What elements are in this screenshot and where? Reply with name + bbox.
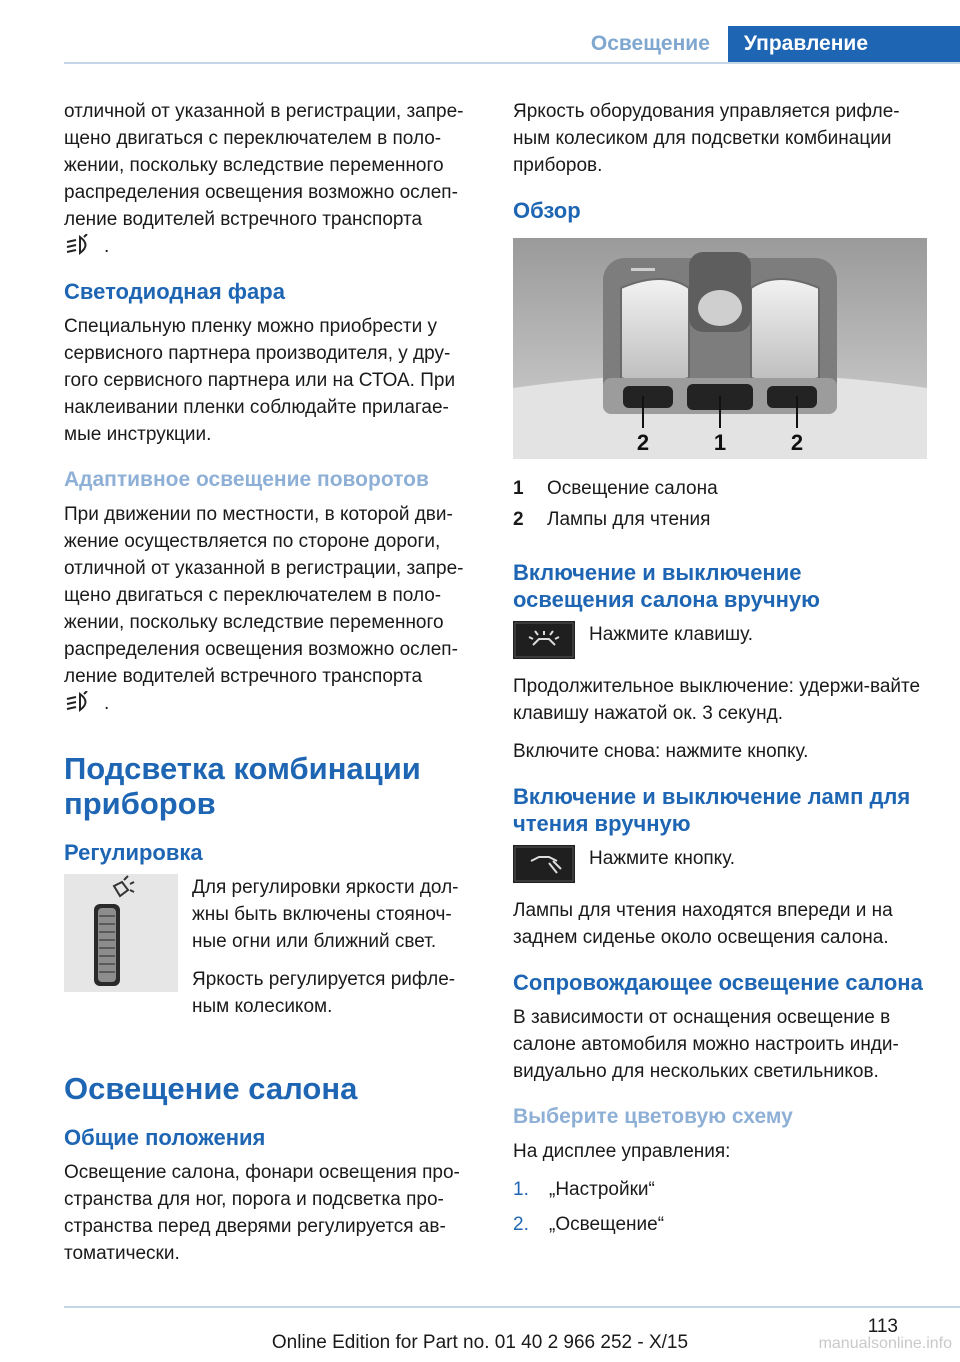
- list-item: [513, 1211, 927, 1238]
- legend-number: 2: [513, 509, 524, 530]
- steps-list: [513, 1176, 927, 1238]
- adjustment-text: [192, 874, 478, 1031]
- paragraph-brightness: Яркость оборудования управляется рифле‐ным колесиком для подсветки комбинации приборов.: [513, 101, 900, 176]
- heading-adaptive-lighting: Адаптивное освещение поворотов: [64, 468, 429, 491]
- paragraph-ambient: В зависимости от оснащения освещение в салоне автомобиля можно настроить инди‐видуально для нескольких светильников.: [513, 1007, 899, 1082]
- step-number: 1.: [513, 1179, 529, 1200]
- interior-light-key-row: [513, 621, 927, 659]
- reading-light-button-icon: [513, 845, 575, 883]
- header-tabs: [569, 26, 960, 62]
- heading-manual-interior: Включение и выключение освещения салона вручную: [513, 560, 820, 612]
- heading-reading-lights: Включение и выключение ламп для чтения вручную: [513, 784, 911, 836]
- legend-item: [513, 506, 927, 533]
- heading-interior-lighting: Освещение салона: [64, 1071, 358, 1106]
- right-column: [513, 98, 927, 1246]
- tab-lighting: Освещение: [590, 32, 710, 55]
- paragraph-registration: отличной от указанной в регистрации, запре‐щено двигаться с переключателем в поло‐жении, поскольку вследствие переменного распределения освещения возможно ослеп‐ление водителей встречного транспорта .: [64, 101, 464, 257]
- footer-divider: [64, 1306, 960, 1308]
- paragraph-display: На дисплее управления:: [513, 1141, 731, 1162]
- paragraph-adjust-1: Для регулировки яркости дол‐жны быть включены стояноч‐ные огни или ближний свет.: [192, 877, 459, 952]
- photo-label-left: 2: [636, 430, 650, 455]
- step-number: 2.: [513, 1214, 529, 1235]
- heading-general: Общие положения: [64, 1125, 266, 1150]
- tab-controls: Управление: [728, 26, 960, 62]
- step-text: „Освещение“: [549, 1214, 665, 1235]
- headlight-symbol-icon: [64, 234, 94, 256]
- left-column: [64, 98, 478, 1278]
- heading-ambient-lighting: Сопровождающее освещение салона: [513, 970, 923, 995]
- press-key-text: Нажмите клавишу.: [589, 624, 754, 645]
- thumbwheel-image: [64, 874, 178, 992]
- step-text: „Настройки“: [549, 1179, 655, 1200]
- legend-number: 1: [513, 478, 524, 499]
- photo-label-right: 2: [790, 430, 804, 455]
- page-number: 113: [867, 1316, 898, 1337]
- heading-led-headlight: Светодиодная фара: [64, 279, 285, 304]
- headlight-symbol-icon: [64, 691, 94, 713]
- paragraph-adaptive: При движении по местности, в которой дви‐жение осуществляется по стороне дороги, отличной от указанной в регистрации, запре‐щено двигаться с переключателем в поло‐жении, поскольку вследствие переменного распределения освещения возможно ослеп‐ление водителей встречного транспорта .: [64, 504, 464, 714]
- heading-overview: Обзор: [513, 198, 581, 223]
- press-button-text: Нажмите кнопку.: [589, 848, 736, 869]
- photo-label-center: 1: [713, 430, 727, 455]
- paragraph-long-off: Продолжительное выключение: удержи‐вайте клавишу нажатой ок. 3 секунд.: [513, 676, 921, 724]
- reading-light-key-row: [513, 845, 927, 883]
- adjustment-figure: [64, 874, 478, 1031]
- paragraph-switch-on: Включите снова: нажмите кнопку.: [513, 741, 809, 762]
- heading-adjustment: Регулировка: [64, 840, 203, 865]
- header-divider: [64, 62, 960, 64]
- paragraph-adjust-2: Яркость регулируется рифле‐ным колесиком.: [192, 969, 456, 1017]
- watermark: manualsonline.info: [818, 1335, 952, 1352]
- legend-text: Освещение салона: [547, 478, 718, 499]
- interior-light-button-icon: [513, 621, 575, 659]
- paragraph-led: Специальную пленку можно приобрести у сервисного партнера производителя, у дру‐гого сервисного партнера или на СТОА. При наклеивании пленки соблюдайте прилагае‐мые инструкции.: [64, 316, 456, 445]
- heading-color-scheme: Выберите цветовую схему: [513, 1105, 793, 1128]
- paragraph-reading-location: Лампы для чтения находятся впереди и на заднем сиденье около освещения салона.: [513, 900, 893, 948]
- overhead-console-photo: [513, 238, 927, 459]
- legend-item: [513, 475, 927, 502]
- list-item: [513, 1176, 927, 1203]
- paragraph-general: Освещение салона, фонари освещения про‐странства для ног, порога и подсветка про‐странства перед дверями регулируется ав‐томатически.: [64, 1162, 460, 1264]
- legend-text: Лампы для чтения: [547, 509, 711, 530]
- legend: [513, 475, 927, 533]
- heading-instrument-lighting: Подсветка комбинации приборов: [64, 751, 421, 821]
- edition-footer: Online Edition for Part no. 01 40 2 966 252 - X/15: [271, 1332, 689, 1353]
